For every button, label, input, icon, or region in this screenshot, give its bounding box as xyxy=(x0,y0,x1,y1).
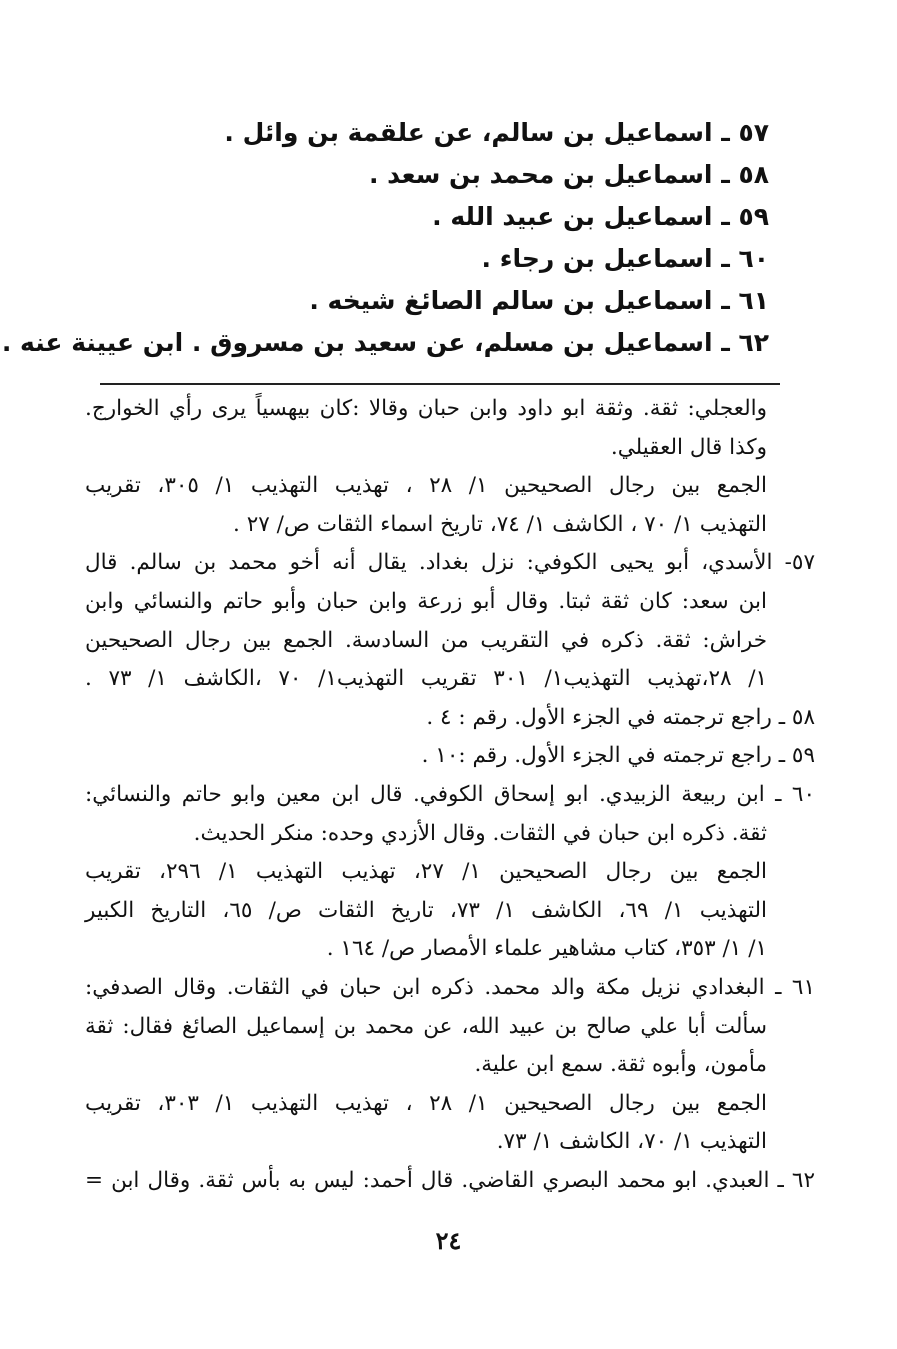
footnote-61: ٦١ ـ البغدادي نزيل مكة والد محمد. ذكره ابن حبان في الثقات. وقال الصدفي: xyxy=(85,974,815,1000)
footnote-line: سألت أبا علي صالح بن عبيد الله، عن محمد بن إسماعيل الصائغ فقال: ثقة xyxy=(85,1013,767,1039)
footnote-line: التهذيب ١/ ٧٠، الكاشف ١/ ٧٣. xyxy=(496,1129,767,1155)
footnote-line: التهذيب ١/ ٧٠ ، الكاشف ١/ ٧٤، تاريخ اسماء الثقات ص/ ٢٧ . xyxy=(233,511,767,537)
footnote-line: ١/ ١/ ٣٥٣، كتاب مشاهير علماء الأمصار ص/ ١٦٤ . xyxy=(326,936,767,962)
footnote-line: ثقة. ذكره ابن حبان في الثقات. وقال الأزدي وحده: منكر الحديث. xyxy=(193,820,767,846)
footnote-58: ٥٨ ـ راجع ترجمته في الجزء الأول. رقم : ٤ . xyxy=(426,704,815,730)
footnote-line: ابن سعد: كان ثقة ثبتا. وقال أبو زرعة وابن حبان وأبو حاتم والنسائي وابن xyxy=(85,588,767,614)
footnote-line: التهذيب ١/ ٦٩، الكاشف ١/ ٧٣، تاريخ الثقات ص/ ٦٥، التاريخ الكبير xyxy=(85,897,767,923)
footnote-line: الجمع بين رجال الصحيحين ١/ ٢٨ ، تهذيب التهذيب ١/ ٣٠٥، تقريب xyxy=(85,473,768,499)
footnotes xyxy=(85,390,815,1200)
footnote-line: والعجلي: ثقة. وثقة ابو داود وابن حبان وقالا :كان بيهسياً يرى رأي الخوارج. xyxy=(85,396,767,421)
footnote-line: الجمع بين رجال الصحيحين ١/ ٢٧، تهذيب التهذيب ١/ ٢٩٦، تقريب xyxy=(85,859,767,885)
footnote-line: وكذا قال العقيلي. xyxy=(610,434,767,460)
entry-60: ٦٠ ـ اسماعيل بن رجاء . xyxy=(481,244,769,273)
footnote-57: ٥٧- الأسدي، أبو يحيى الكوفي: نزل بغداد. يقال أنه أخو محمد بن سالم. قال xyxy=(85,550,815,576)
entry-62: ٦٢ ـ اسماعيل بن مسلم، عن سعيد بن مسروق . ابن عيينة عنه . xyxy=(1,328,769,357)
footnote-line: خراش: ثقة. ذكره في التقريب من السادسة. الجمع بين رجال الصحيحين xyxy=(85,627,767,653)
entry-58: ٥٨ ـ اسماعيل بن محمد بن سعد . xyxy=(368,160,769,189)
footnote-line: الجمع بين رجال الصحيحين ١/ ٢٨ ، تهذيب التهذيب ١/ ٣٠٣، تقريب xyxy=(85,1090,768,1116)
footnote-59: ٥٩ ـ راجع ترجمته في الجزء الأول. رقم :١٠ . xyxy=(421,743,815,769)
footnote-line: مأمون، وأبوه ثقة. سمع ابن علية. xyxy=(474,1052,767,1078)
footnote-line: ١/ ٢٨،تهذيب التهذيب١/ ٣٠١ تقريب التهذيب١/ ٧٠ ،الكاشف ١/ ٧٣ . xyxy=(85,666,768,692)
page-number: ٢٤ xyxy=(435,1226,462,1255)
entry-list xyxy=(1,112,769,364)
entry-61: ٦١ ـ اسماعيل بن سالم الصائغ شيخه . xyxy=(309,286,769,315)
footnote-62: ٦٢ ـ العبدي. ابو محمد البصري القاضي. قال أحمد: ليس به بأس ثقة. وقال ابن = xyxy=(85,1167,815,1193)
footnote-divider xyxy=(100,383,780,385)
entry-57: ٥٧ ـ اسماعيل بن سالم، عن علقمة بن وائل . xyxy=(224,118,769,147)
footnote-60: ٦٠ ـ ابن ربيعة الزبيدي. ابو إسحاق الكوفي. قال ابن معين وابو حاتم والنسائي: xyxy=(85,781,815,807)
entry-59: ٥٩ ـ اسماعيل بن عبيد الله . xyxy=(432,202,769,231)
